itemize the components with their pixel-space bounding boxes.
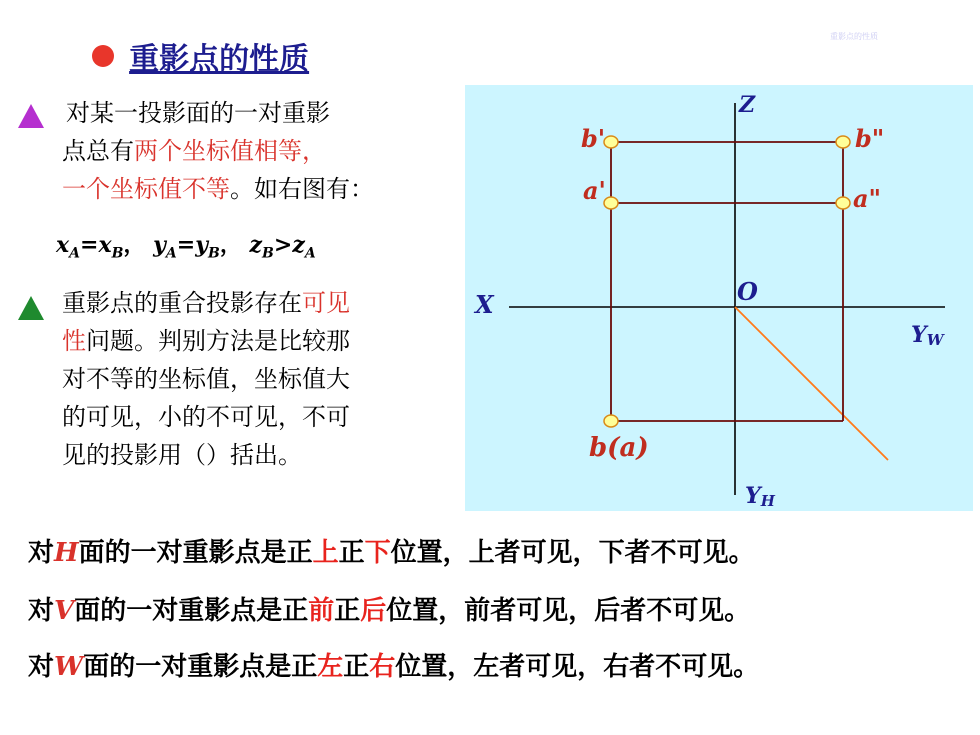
coordinate-relation-formula: $x_A=x_B$， $y_A=y_B$， $z_B>z_A$ xyxy=(56,232,316,262)
watermark-text: 重影点的性质 xyxy=(830,32,878,41)
point-a-prime xyxy=(604,197,618,209)
origin-label: O xyxy=(737,277,758,306)
point-b-double-prime xyxy=(836,136,850,148)
projection-diagram xyxy=(465,85,973,511)
label-b-double-prime: b" xyxy=(855,124,885,153)
para1-line3: 一个坐标值不等。如右图有： xyxy=(62,175,374,203)
projection-diagram-panel xyxy=(465,85,973,511)
purple-triangle-bullet-icon xyxy=(18,104,44,128)
para2-line4: 的可见，小的不可见，不可 xyxy=(62,403,350,431)
label-b-prime: b' xyxy=(581,124,606,153)
para2-line2: 性问题。判别方法是比较那 xyxy=(62,327,350,355)
para1-line2: 点总有两个坐标值相等， xyxy=(62,137,326,165)
label-b-a: b(a) xyxy=(589,433,649,463)
page-title: 重影点的性质 xyxy=(129,42,310,77)
axis-z-label: Z xyxy=(739,92,756,118)
axis-yw-label: YW xyxy=(911,322,944,349)
para2-line5: 见的投影用（）括出。 xyxy=(62,441,302,469)
para2-line1: 重影点的重合投影存在可见 xyxy=(62,289,350,317)
rule-line-w: 对W面的一对重影点是正左正右位置，左者可见，右者不可见。 xyxy=(28,652,760,682)
label-a-prime: a' xyxy=(583,176,606,205)
rule-line-h: 对H面的一对重影点是正上正下位置，上者可见，下者不可见。 xyxy=(28,538,755,568)
title-bullet-dot xyxy=(92,45,114,67)
axis-yh-label: YH xyxy=(745,483,775,510)
paragraph-2 xyxy=(62,284,350,474)
para2-line3: 对不等的坐标值，坐标值大 xyxy=(62,365,350,393)
point-b-prime xyxy=(604,136,618,148)
para1-line1: 对某一投影面的一对重影 xyxy=(66,99,330,127)
paragraph-1 xyxy=(62,94,374,208)
diagonal-45-line xyxy=(735,307,888,460)
label-a-double-prime: a" xyxy=(853,184,882,213)
point-b-a xyxy=(604,415,618,427)
rule-line-v: 对V面的一对重影点是正前正后位置，前者可见，后者不可见。 xyxy=(28,596,751,626)
title-row xyxy=(92,34,310,77)
green-triangle-bullet-icon xyxy=(18,296,44,320)
point-a-double-prime xyxy=(836,197,850,209)
axis-x-label: X xyxy=(475,290,494,319)
